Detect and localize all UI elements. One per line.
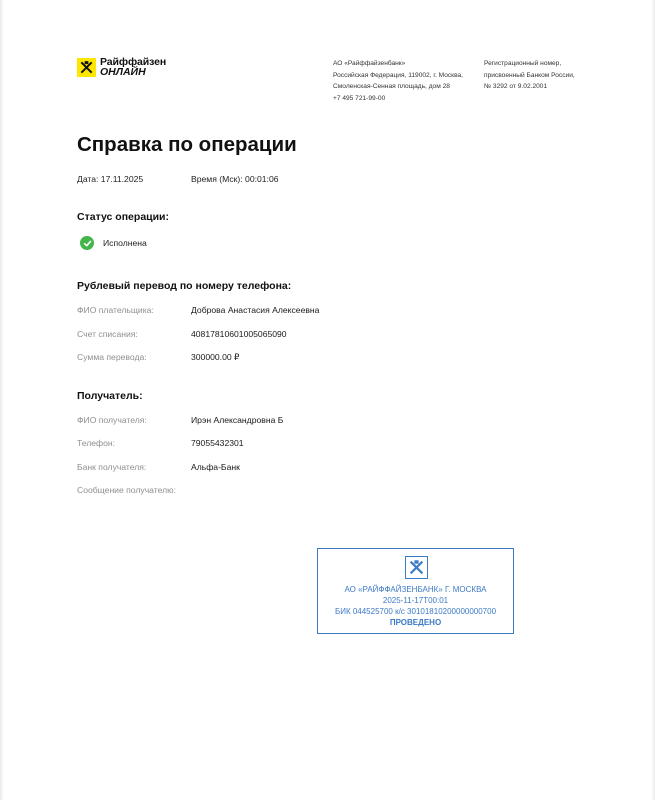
stamp-status: ПРОВЕДЕНО — [389, 618, 442, 627]
recipient-phone-label: Телефон: — [77, 438, 116, 448]
operation-date: Дата: 17.11.2025 — [77, 174, 144, 184]
stamp-logo-icon — [405, 556, 428, 579]
status-row — [80, 236, 147, 250]
bank-address-line: Российская Федерация, 119002, г. Москва, — [333, 71, 463, 79]
recipient-bank-value: Альфа-Банк — [191, 462, 240, 472]
status-value: Исполнена — [103, 238, 147, 248]
transfer-section-title: Рублевый перевод по номеру телефона: — [77, 280, 292, 292]
raiffeisen-logo-icon — [77, 58, 96, 77]
recipient-name-value: Ирэн Александровна Б — [191, 415, 284, 425]
page-edge-right — [651, 0, 654, 800]
bank-address-line: Смоленская-Сенная площадь, дом 28 — [333, 83, 450, 91]
payer-name-label: ФИО плательщика: — [77, 305, 154, 315]
status-section-title: Статус операции: — [77, 211, 170, 223]
logo-line-2: ОНЛАЙН — [100, 66, 146, 78]
bank-address-line: АО «Райффайзенбанк» — [333, 60, 406, 67]
recipient-message-label: Сообщение получателю: — [77, 485, 176, 495]
payer-name-value: Доброва Анастасия Алексеевна — [191, 305, 320, 315]
transfer-amount-value: 300000.00 ₽ — [191, 352, 240, 362]
page-title: Справка по операции — [77, 133, 297, 156]
recipient-name-label: ФИО получателя: — [77, 415, 147, 425]
bank-address — [333, 58, 463, 104]
bank-phone: +7 495 721-99-00 — [333, 94, 386, 102]
bank-stamp — [317, 548, 514, 634]
operation-time: Время (Мск): 00:01:06 — [191, 174, 279, 184]
debit-account-label: Счет списания: — [77, 329, 138, 339]
logo-line-1: Райффайзен — [100, 56, 167, 68]
recipient-section-title: Получатель: — [77, 390, 143, 402]
recipient-bank-label: Банк получателя: — [77, 462, 147, 472]
debit-account-value: 40817810601005065090 — [191, 329, 287, 339]
recipient-phone-value: 79055432301 — [191, 438, 244, 448]
check-circle-icon — [80, 236, 94, 250]
stamp-datetime: 2025-11-17T00:01 — [382, 596, 449, 605]
transfer-amount-label: Сумма перевода: — [77, 352, 147, 362]
bank-registration-line: присвоенный Банком России, — [484, 71, 575, 79]
bank-registration — [484, 58, 575, 93]
stamp-text — [318, 584, 513, 628]
page-edge-left — [1, 0, 4, 800]
bank-registration-line: № 3292 от 9.02.2001 — [484, 83, 548, 91]
bank-registration-line: Регистрационный номер, — [484, 60, 562, 67]
stamp-bank-name: АО «РАЙФФАЙЗЕНБАНК» Г. МОСКВА — [344, 585, 487, 594]
stamp-bik: БИК 044525700 к/с 30101810200000000700 — [334, 607, 497, 616]
logo-text — [100, 57, 166, 77]
raiffeisen-logo — [77, 57, 166, 77]
